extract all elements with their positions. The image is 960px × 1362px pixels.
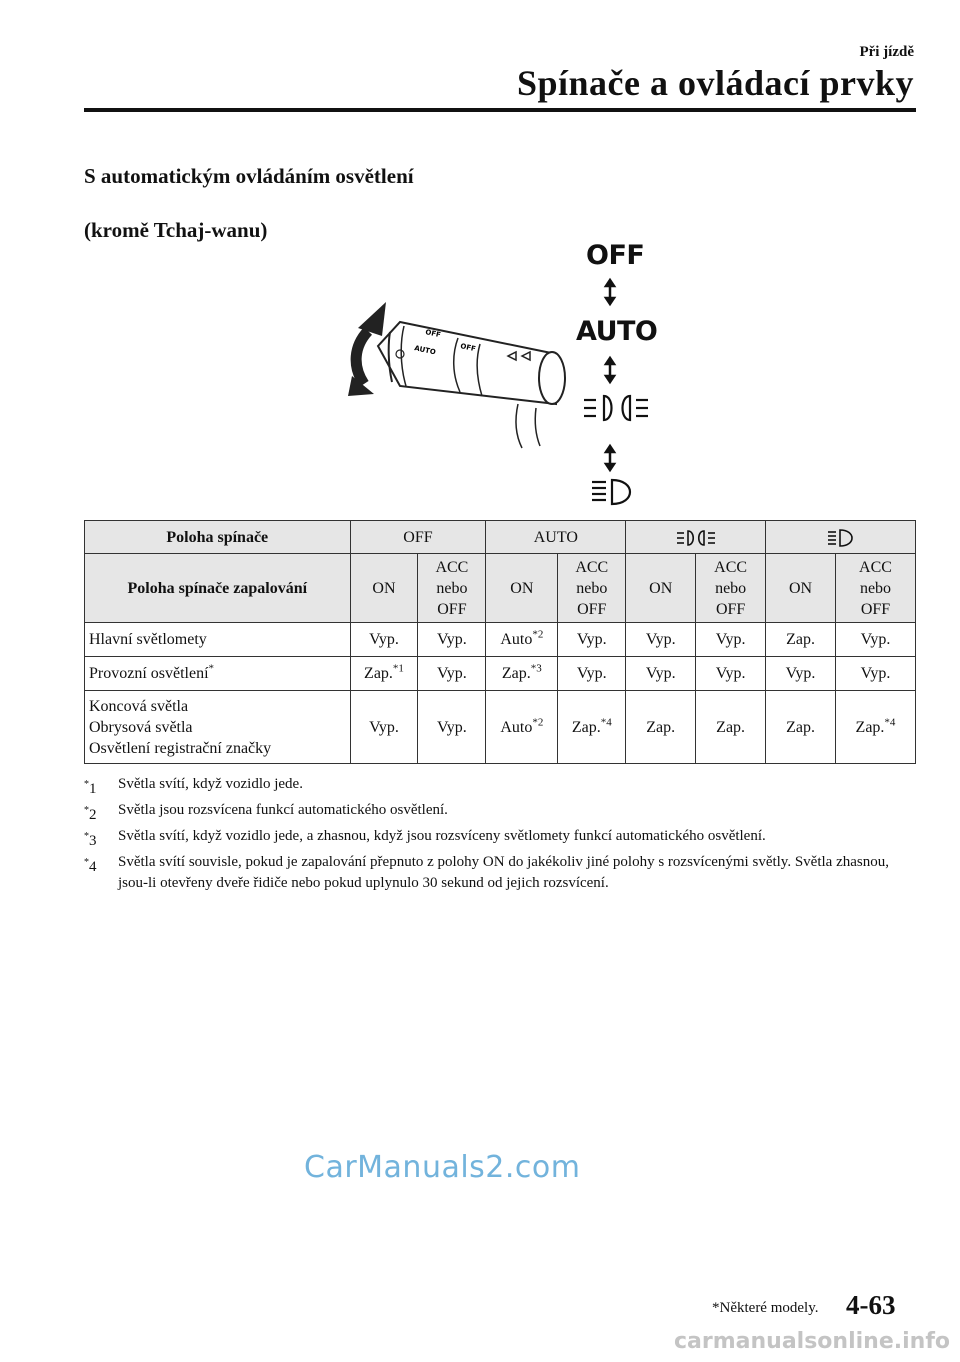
table-header-cell: ON: [626, 554, 696, 623]
table-cell: Zap.$^{*4}$: [558, 691, 626, 764]
parking-lights-icon: [584, 396, 648, 420]
watermark: CarManuals2.com: [304, 1150, 581, 1185]
section-heading: S automatickým ovládáním osvětlení: [84, 164, 414, 188]
table-cell: Vyp.: [558, 623, 626, 657]
table-row: [85, 691, 916, 764]
table-cell: Vyp.: [696, 623, 766, 657]
watermark-secondary: carmanualsonline.info: [674, 1329, 950, 1354]
table-header-row: [85, 521, 916, 554]
row-label: Provozní osvětlení*: [85, 657, 351, 691]
table-row: [85, 657, 916, 691]
table-cell: Vyp.: [626, 623, 696, 657]
table-cell: Vyp.: [696, 657, 766, 691]
table-header-cell: ACC nebo OFF: [696, 554, 766, 623]
table-cell: Vyp.: [766, 657, 836, 691]
table-cell: Vyp.: [350, 623, 418, 657]
table-row: [85, 623, 916, 657]
table-cell: Zap.: [696, 691, 766, 764]
table-cell: Vyp.: [558, 657, 626, 691]
section-label: Při jízdě: [859, 44, 914, 60]
table-header-cell: ON: [486, 554, 558, 623]
table-cell: Vyp.: [418, 623, 486, 657]
footer-note: *Některé modely.: [712, 1300, 819, 1316]
headlights-icon: [592, 480, 630, 504]
table-cell: Zap.: [766, 623, 836, 657]
rotate-arrow-icon: [356, 331, 368, 384]
table-cell: Vyp.: [418, 657, 486, 691]
table-cell: Zap.$^{*1}$: [350, 657, 418, 691]
row-label: Hlavní světlomety: [85, 623, 351, 657]
table-cell: Zap.$^{*3}$: [486, 657, 558, 691]
table-header-cell: Poloha spínače: [85, 521, 351, 554]
table-cell: Vyp.: [626, 657, 696, 691]
table-header-cell: ACC nebo OFF: [558, 554, 626, 623]
footnotes: [84, 774, 916, 894]
light-switch-figure: [330, 236, 670, 516]
footnote: *2 Světla jsou rozsvícena funkcí automatického osvětlení.: [84, 802, 448, 823]
table-header-cell: ACC nebo OFF: [835, 554, 915, 623]
table-cell: Vyp.: [418, 691, 486, 764]
lighting-table: [84, 520, 916, 764]
section-subheading: (kromě Tchaj-wanu): [84, 218, 268, 242]
table-cell: Zap.: [766, 691, 836, 764]
parking-lights-icon: [676, 529, 716, 547]
header-divider: [84, 108, 916, 112]
table-cell: Vyp.: [835, 657, 915, 691]
table-header-cell: ACC nebo OFF: [418, 554, 486, 623]
row-label: Koncová světla Obrysová světla Osvětlení registrační značky: [85, 691, 351, 764]
footnote: *4 Světla svítí souvisle, pokud je zapalování přepnuto z polohy ON do jakékoliv jiné polohy s rozsvícenými světly. Světla zhasnou, jsou-li otevřeny dveře řidiče nebo pokud uplynulo 30 sekund od jejich rozsvícení.: [84, 854, 889, 891]
table-cell: Zap.: [626, 691, 696, 764]
page-title: Spínače a ovládací prvky: [516, 63, 914, 103]
table-header-cell: [766, 521, 916, 554]
table-cell: Auto$^{*2}$: [486, 623, 558, 657]
table-header-cell: ON: [766, 554, 836, 623]
table-header-row: [85, 554, 916, 623]
table-cell: Vyp.: [350, 691, 418, 764]
footnote: *1 Světla svítí, když vozidlo jede.: [84, 776, 303, 797]
lever-label: AUTO: [413, 344, 437, 357]
table-header-cell: Poloha spínače zapalování: [85, 554, 351, 623]
lever-label: OFF: [459, 342, 477, 354]
headlights-icon: [827, 529, 855, 547]
lever-label: OFF: [424, 328, 442, 340]
table-cell: Zap.$^{*4}$: [835, 691, 915, 764]
table-header-cell: [626, 521, 766, 554]
page-number: 4-63: [846, 1290, 896, 1320]
table-cell: Vyp.: [835, 623, 915, 657]
position-auto-label: AUTO: [576, 316, 658, 347]
table-header-cell: OFF: [350, 521, 486, 554]
table-header-cell: AUTO: [486, 521, 626, 554]
footnote: *3 Světla svítí, když vozidlo jede, a zhasnou, když jsou rozsvíceny světlomety funkcí automatického osvětlení.: [84, 828, 766, 849]
table-cell: Auto$^{*2}$: [486, 691, 558, 764]
position-off-label: OFF: [586, 240, 645, 271]
lever-illustration: [330, 236, 670, 516]
table-header-cell: ON: [350, 554, 418, 623]
